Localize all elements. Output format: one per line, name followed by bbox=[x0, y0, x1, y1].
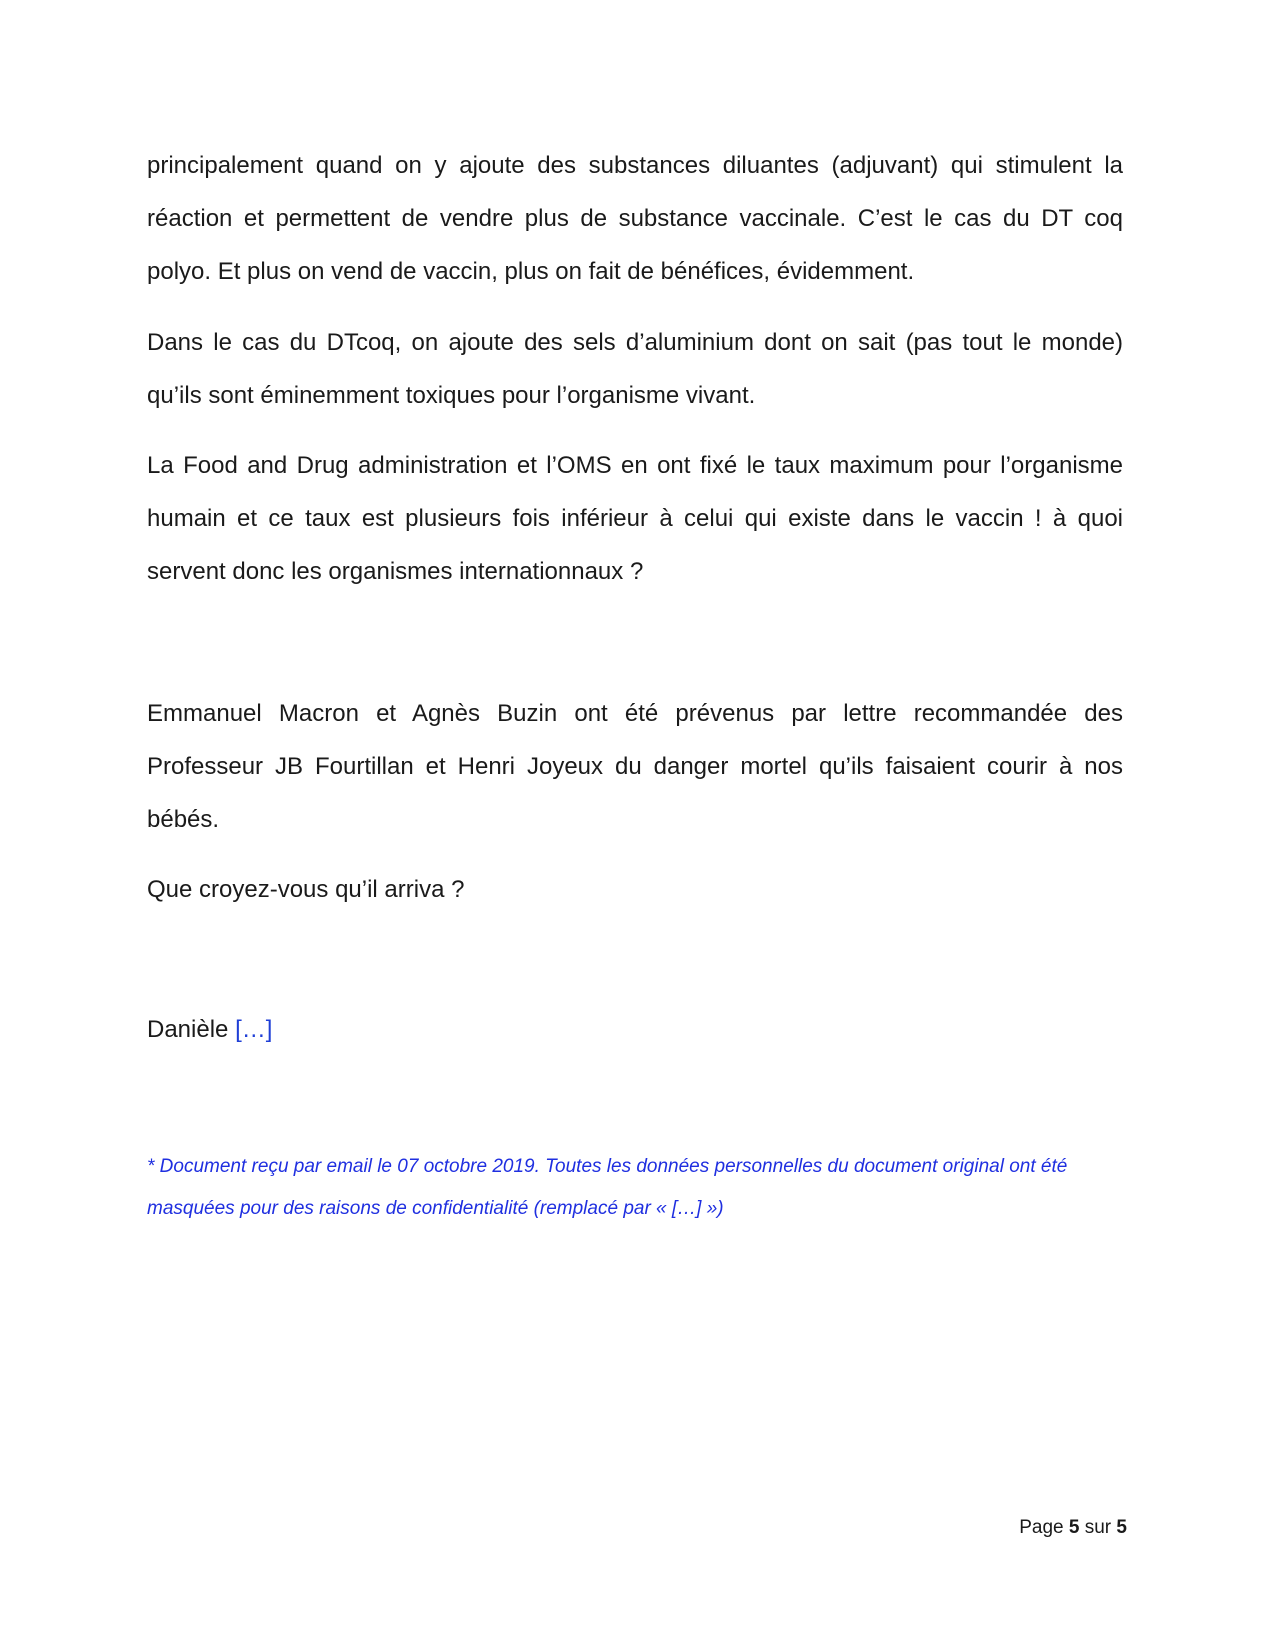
signature-name: Danièle bbox=[147, 1016, 229, 1043]
page-number bbox=[1019, 1517, 1127, 1539]
page-current: 5 bbox=[1068, 1517, 1080, 1538]
page-total: 5 bbox=[1116, 1517, 1127, 1538]
footnote: * Document reçu par email le 07 octobre 2019. Toutes les données personnelles du document original ont été masquées pour des raisons de confidentialité (remplacé par « […] ») bbox=[147, 1156, 1068, 1219]
paragraph-oms-fda: La Food and Drug administration et l’OMS en ont fixé le taux maximum pour l’organisme humain et ce taux est plusieurs fois inférieur à celui qui existe dans le vaccin ! à quoi servent donc les organismes internationnaux ? bbox=[147, 452, 1123, 585]
paragraph-aluminium: Dans le cas du DTcoq, on ajoute des sels d’aluminium dont on sait (pas tout le monde) qu’ils sont éminemment toxiques pour l’organisme vivant. bbox=[147, 329, 1123, 409]
page-prefix: Page bbox=[1019, 1517, 1064, 1538]
page-separator: sur bbox=[1084, 1517, 1112, 1538]
signature bbox=[147, 1003, 1123, 1056]
redacted-marker: […] bbox=[235, 1016, 273, 1043]
paragraph-macron-buzin: Emmanuel Macron et Agnès Buzin ont été prévenus par lettre recommandée des Professeur JB Fourtillan et Henri Joyeux du danger mortel qu’ils faisaient courir à nos bébés. bbox=[147, 700, 1123, 833]
paragraph-question: Que croyez-vous qu’il arriva ? bbox=[147, 876, 465, 903]
paragraph-adjuvants: principalement quand on y ajoute des substances diluantes (adjuvant) qui stimulent la réaction et permettent de vendre plus de substance vaccinale. C’est le cas du DT coq polyo. Et plus on vend de vaccin, plus on fait de bénéfices, évidemment. bbox=[147, 152, 1123, 285]
